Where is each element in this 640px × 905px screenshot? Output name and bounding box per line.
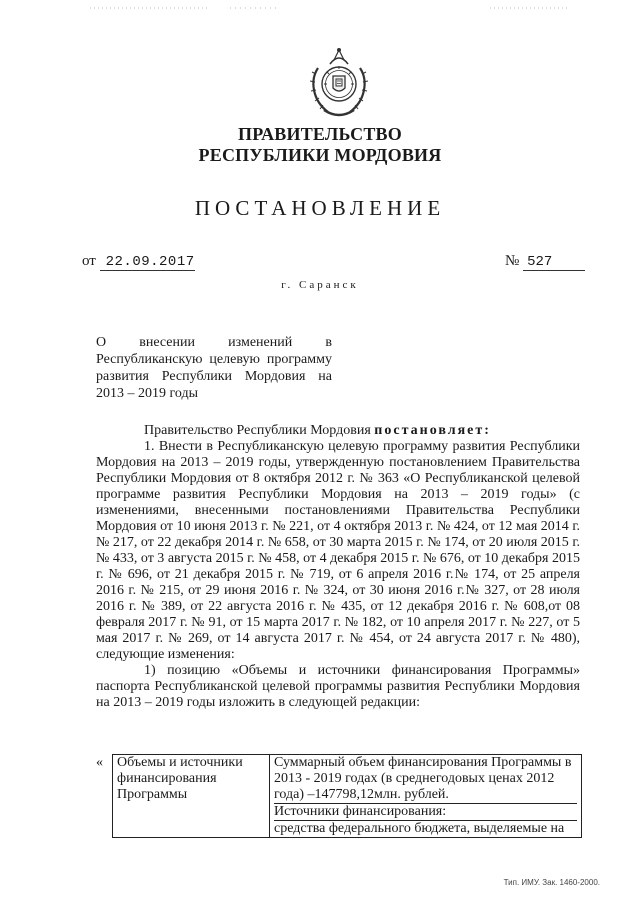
- table-cell-content: [270, 755, 582, 838]
- city-line: г. Саранск: [281, 279, 359, 291]
- open-quote: «: [96, 755, 103, 770]
- table-row: [113, 755, 582, 838]
- number-line: [505, 253, 585, 271]
- preamble: [96, 423, 580, 439]
- date-line: [82, 253, 195, 271]
- coat-of-arms-emblem: [306, 44, 372, 122]
- passport-table: [112, 754, 582, 838]
- document-type-heading: ПОСТАНОВЛЕНИЕ: [194, 196, 446, 220]
- date-prefix: от: [82, 253, 96, 269]
- funding-source-federal: средства федерального бюджета, выделяемые на: [274, 821, 565, 836]
- paragraph-1: 1. Внести в Республиканскую целевую программу развития Республики Мордовия на 2013 – 2019 годы, утвержденную постановлением Правительства Республики Мордовия от 8 октября 2012 г. № 363 «О Республиканской целевой программе развития Республики Мордовия на 2013 – 2019 годы» (с изменениями, внесенными постановлениями Правительства Республики Мордовия от 10 июня 2013 г. № 221, от 4 октября 2013 г. № 424, от 12 мая 2014 г. № 217, от 22 декабря 2014 г. № 658, от 30 марта 2015 г. № 174, от 20 июля 2015 г. № 433, от 3 августа 2015 г. № 458, от 4 декабря 2015 г. № 676, от 10 декабря 2015 г. № 696, от 21 декабря 2015 г. № 719, от 6 апреля 2016 г.№ 174, от 25 апреля 2016 г. № 215, от 29 июня 2016 г. № 324, от 30 июня 2016 г.№ 327, от 28 июля 2016 г. № 389, от 22 августа 2016 г. № 435, от 12 декабря 2016 г. № 608,от 08 февраля 2017 г. № 91, от 15 марта 2017 г. № 182, от 10 апреля 2017 г. № 227, от 5 мая 2017 г. № 269, от 14 августа 2017 г. № 454, от 24 августа 2017 г. № 480), следующие изменения:: [96, 439, 580, 662]
- preamble-text: Правительство Республики Мордовия: [144, 423, 371, 438]
- scan-noise: [90, 6, 570, 10]
- document-subject: О внесении изменений в Республиканскую целевую программу развития Республики Мордовия на 2013 – 2019 годы: [96, 335, 332, 401]
- paragraph-2: 1) позицию «Объемы и источники финансирования Программы» паспорта Республиканской целевой программы развития Республики Мордовия на 2013 – 2019 годы изложить в следующей редакции:: [96, 663, 580, 710]
- document-body: [96, 423, 580, 711]
- government-title-line1: ПРАВИТЕЛЬСТВО: [238, 124, 402, 144]
- government-title-line2: РЕСПУБЛИКИ МОРДОВИЯ: [198, 145, 442, 165]
- document-number: 527: [523, 254, 585, 271]
- preamble-action: постановляет:: [374, 423, 491, 438]
- funding-sources-heading: Источники финансирования:: [274, 804, 577, 821]
- print-mark: Тип. ИМУ. Зак. 1460-2000.: [503, 878, 600, 887]
- document-date: 22.09.2017: [100, 254, 195, 271]
- table-cell-label: Объемы и источники финансирования Программы: [113, 755, 270, 838]
- number-prefix: №: [505, 253, 520, 269]
- funding-total-text: Суммарный объем финансирования Программы в 2013 - 2019 годах (в среднегодовых ценах 2012 года) –147798,12млн. рублей.: [274, 755, 577, 804]
